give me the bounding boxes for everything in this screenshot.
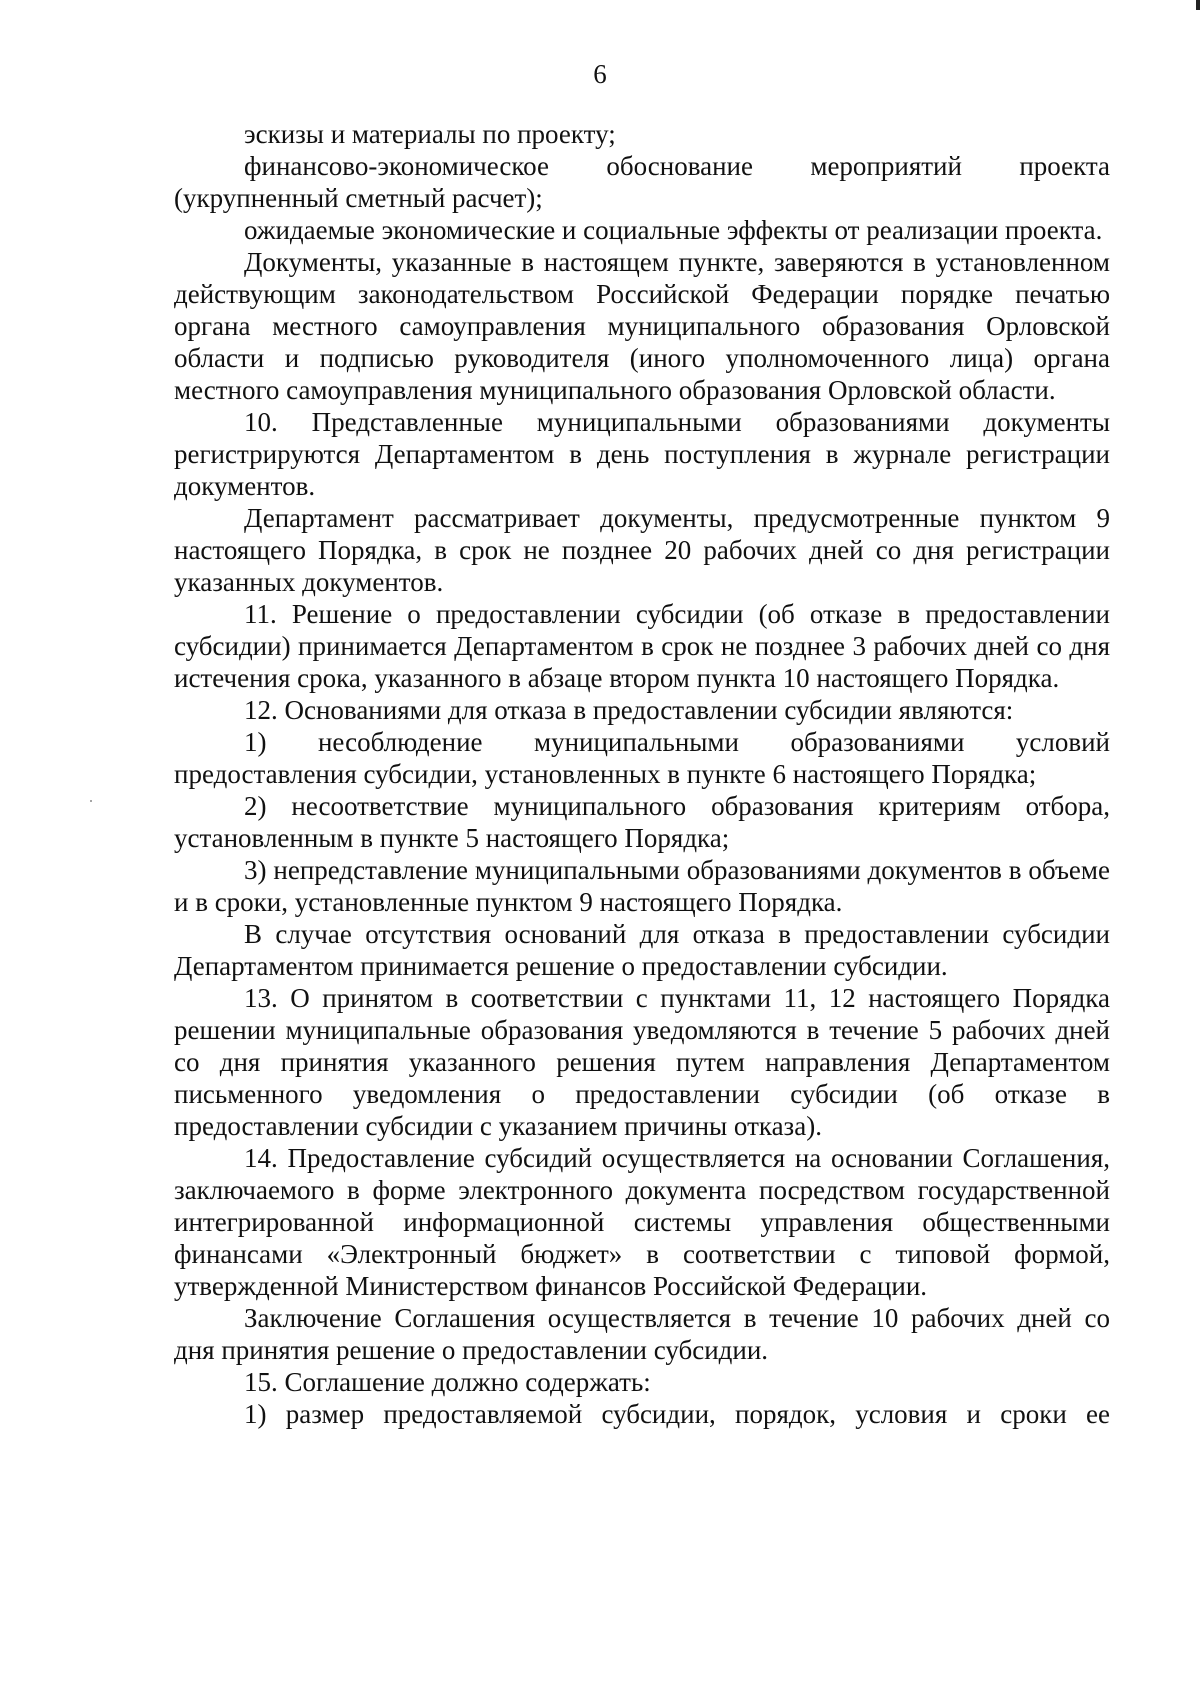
paragraph-documents-certified: Документы, указанные в настоящем пункте, заверяются в установленном действующим законодательством Российской Федерации порядке печатью органа местного самоуправления муниципального образования Орловской области и подписью руководителя (иного уполномоченного лица) органа местного самоуправления муниципального образования Орловской области. — [174, 247, 1110, 405]
paragraph-sketches: эскизы и материалы по проекту; — [244, 119, 616, 149]
paragraph-item-10: 10. Представленные муниципальными образованиями документы регистрируются Департаментом в день поступления в журнале регистрации документов. — [174, 407, 1110, 501]
paragraph-item-11: 11. Решение о предоставлении субсидии (об отказе в предоставлении субсидии) принимается Департаментом в срок не позднее 3 рабочих дней со дня истечения срока, указанного в абзаце втором пункта 10 настоящего Порядка. — [174, 599, 1110, 693]
paragraph-item-12-2: 2) несоответствие муниципального образования критериям отбора, установленным в пункте 5 настоящего Порядка; — [174, 791, 1110, 853]
paragraph-item-14: 14. Предоставление субсидий осуществляется на основании Соглашения, заключаемого в форме электронного документа посредством государственной интегрированной информационной системы управления общественными финансами «Электронный бюджет» в соответствии с типовой формой, утвержденной Министерством финансов Российской Федерации. — [174, 1143, 1110, 1301]
paragraph-no-grounds: В случае отсутствия оснований для отказа в предоставлении субсидии Департаментом принимается решение о предоставлении субсидии. — [174, 919, 1110, 981]
paragraph-item-15: 15. Соглашение должно содержать: — [244, 1367, 651, 1397]
paragraph-item-12: 12. Основаниями для отказа в предоставлении субсидии являются: — [244, 695, 1014, 725]
paragraph-expected-effects: ожидаемые экономические и социальные эффекты от реализации проекта. — [244, 215, 1103, 245]
paragraph-item-12-1: 1) несоблюдение муниципальными образованиями условий предоставления субсидии, установленных в пункте 6 настоящего Порядка; — [174, 727, 1110, 789]
paragraph-agreement-conclusion: Заключение Соглашения осуществляется в течение 10 рабочих дней со дня принятия решение о предоставлении субсидии. — [174, 1303, 1110, 1365]
paragraph-item-12-3: 3) непредставление муниципальными образованиями документов в объеме и в сроки, установленные пунктом 9 настоящего Порядка. — [174, 855, 1110, 917]
document-body — [174, 118, 1110, 1430]
scan-speck — [90, 800, 92, 802]
paragraph-department-reviews: Департамент рассматривает документы, предусмотренные пунктом 9 настоящего Порядка, в срок не позднее 20 рабочих дней со дня регистрации указанных документов. — [174, 503, 1110, 597]
scan-edge-mark — [1196, 0, 1200, 10]
paragraph-item-13: 13. О принятом в соответствии с пунктами 11, 12 настоящего Порядка решении муниципальные образования уведомляются в течение 5 рабочих дней со дня принятия указанного решения путем направления Департаментом письменного уведомления о предоставлении субсидии (об отказе в предоставлении субсидии с указанием причины отказа). — [174, 983, 1110, 1141]
paragraph-item-15-1: 1) размер предоставляемой субсидии, порядок, условия и сроки ее — [244, 1399, 1110, 1429]
page-number: 6 — [593, 59, 607, 89]
paragraph-financial-justification: финансово-экономическое обоснование мероприятий проекта (укрупненный сметный расчет); — [174, 151, 1110, 213]
